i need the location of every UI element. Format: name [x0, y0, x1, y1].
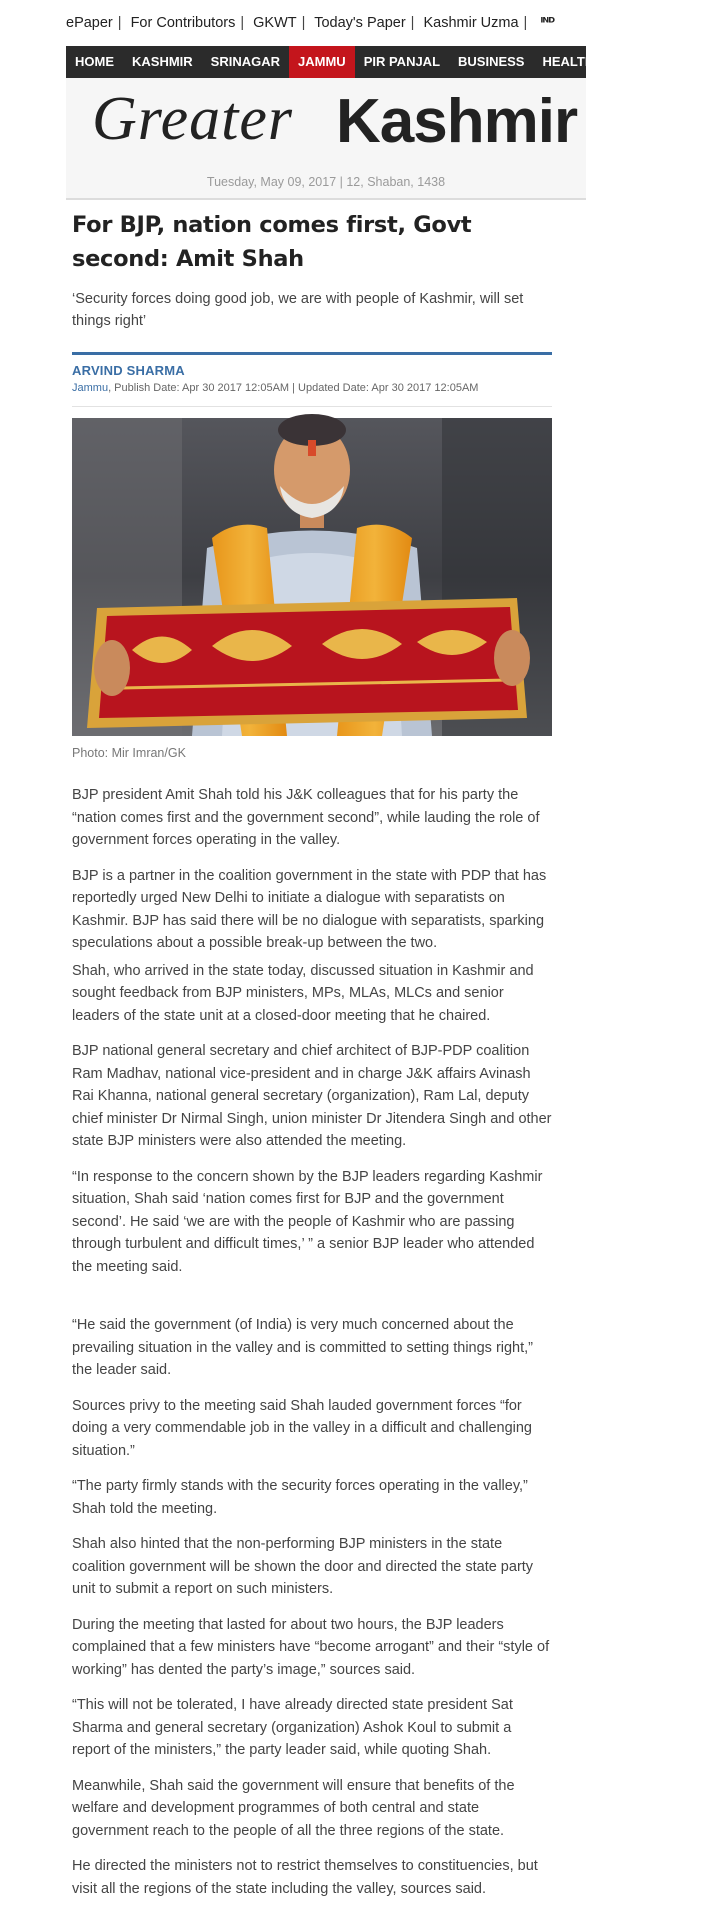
nav-item-life-style[interactable]: LIFE & STYLE [612, 54, 699, 69]
nav-item-health[interactable]: HEALTH [542, 54, 595, 69]
article-title: For BJP, nation comes first, Govt second: Amit Shah [72, 212, 472, 272]
article-paragraph: Shah also hinted that the non-performing BJP ministers in the state coalition government will be shown the door and directed the state party unit to submit a report on such ministers. [72, 1536, 534, 1597]
article-meta [72, 382, 552, 394]
article-paragraph: Sources privy to the meeting said Shah lauded government forces “for doing a very commendable job in the valley in a difficult and challenging situation.” [72, 1397, 532, 1459]
nav-item-business[interactable]: BUSINESS [458, 54, 525, 69]
masthead-kashmir: Kashmir [336, 87, 578, 156]
article-photo [72, 418, 552, 736]
article-paragraph: Shah, who arrived in the state today, discussed situation in Kashmir and sought feedback from BJP ministers, MPs, MLAs, MLCs and senior leaders of the state unit at a closed-door meeting that he chaired. [72, 962, 534, 1024]
top-link-kashmir-uzma[interactable]: Kashmir Uzma [423, 15, 519, 31]
nav-item-jammu[interactable]: JAMMU [289, 46, 355, 78]
article-photo-illustration [72, 418, 552, 736]
top-link-epaper[interactable]: ePaper [66, 15, 113, 31]
photo-caption: Photo: Mir Imran/GK [72, 746, 186, 760]
nav-item-srinagar[interactable]: SRINAGAR [210, 54, 281, 69]
article-paragraph: During the meeting that lasted for about two hours, the BJP leaders complained that a few ministers have “become arrogant” and their “style of working” has dented the party’s image,” sources said. [72, 1616, 550, 1678]
article-paragraph: BJP president Amit Shah told his J&K colleagues that for his party the “nation comes first and the government second”, while lauding the role of government forces operating in the valley. [72, 787, 540, 848]
top-links-bar: ePaper | For Contributors | GKWT | Today's Paper | Kashmir Uzma | ᴵᴺᴰ [66, 0, 586, 46]
nav-item-kashmir[interactable]: KASHMIR [132, 54, 193, 69]
article-paragraph: Meanwhile, Shah said the government will ensure that benefits of the welfare and development programmes of both central and state government reach to the people of all the three regions of the state. [72, 1777, 515, 1839]
masthead-logo[interactable] [66, 78, 586, 166]
top-link-contributors[interactable]: For Contributors [130, 15, 236, 31]
article-dates: , Publish Date: Apr 30 2017 12:05AM | Updated Date: Apr 30 2017 12:05AM [108, 382, 479, 394]
partner-logo[interactable]: ᴵᴺᴰ [540, 16, 555, 31]
main-nav [66, 46, 699, 78]
dateline: Tuesday, May 09, 2017 | 12, Shaban, 1438 [66, 166, 586, 200]
top-link-gkwt[interactable]: GKWT [253, 15, 297, 31]
article-subtitle: ‘Security forces doing good job, we are with people of Kashmir, will set things right’ [72, 291, 524, 329]
article-paragraph: “He said the government (of India) is very much concerned about the prevailing situation in the valley and is committed to setting things right,” the leader said. [72, 1317, 534, 1378]
page [66, 0, 699, 1900]
article-location[interactable]: Jammu [72, 382, 109, 394]
article-paragraph: BJP is a partner in the coalition government in the state with PDP that has reportedly urged New Delhi to initiate a dialogue with separatists on Kashmir. BJP has said there will be no dialogue with separatists, sparking speculations about a possible break-up between the two. [72, 867, 547, 951]
article-paragraph: “The party firmly stands with the security forces operating in the valley,” Shah told the meeting. [72, 1478, 528, 1517]
meta-divider [72, 406, 552, 407]
title-divider [72, 352, 552, 355]
article-paragraph: He directed the ministers not to restrict themselves to constituencies, but visit all the regions of the state including the valley, sources said. [72, 1858, 538, 1897]
article-paragraph: “In response to the concern shown by the BJP leaders regarding Kashmir situation, Shah said ‘nation comes first for BJP and the government second’. He said ‘we are with the people of Kashmir who are passing through turbulent and difficult times,’ ” a senior BJP leader who attended the meeting said. [72, 1168, 543, 1275]
masthead-greater: Greater [92, 85, 293, 153]
nav-item-home[interactable]: HOME [75, 54, 114, 69]
author-name[interactable]: ARVIND SHARMA [72, 363, 185, 378]
article-paragraph: BJP national general secretary and chief architect of BJP-PDP coalition Ram Madhav, national vice-president and in charge J&K affairs Avinash Rai Khanna, national general secretary (organization), Ram Lal, deputy chief minister Dr Nirmal Singh, union minister Dr Jitendera Singh and other state BJP ministers were also attended the meeting. [72, 1043, 552, 1149]
top-link-todays-paper[interactable]: Today's Paper [314, 15, 406, 31]
article [66, 208, 552, 1900]
article-paragraph: “This will not be tolerated, I have already directed state president Sat Sharma and general secretary (organization) Ashok Koul to submit a report of the ministers,” the party leader said, while quoting Shah. [72, 1697, 513, 1758]
nav-item-pir-panjal[interactable]: PIR PANJAL [363, 54, 441, 69]
